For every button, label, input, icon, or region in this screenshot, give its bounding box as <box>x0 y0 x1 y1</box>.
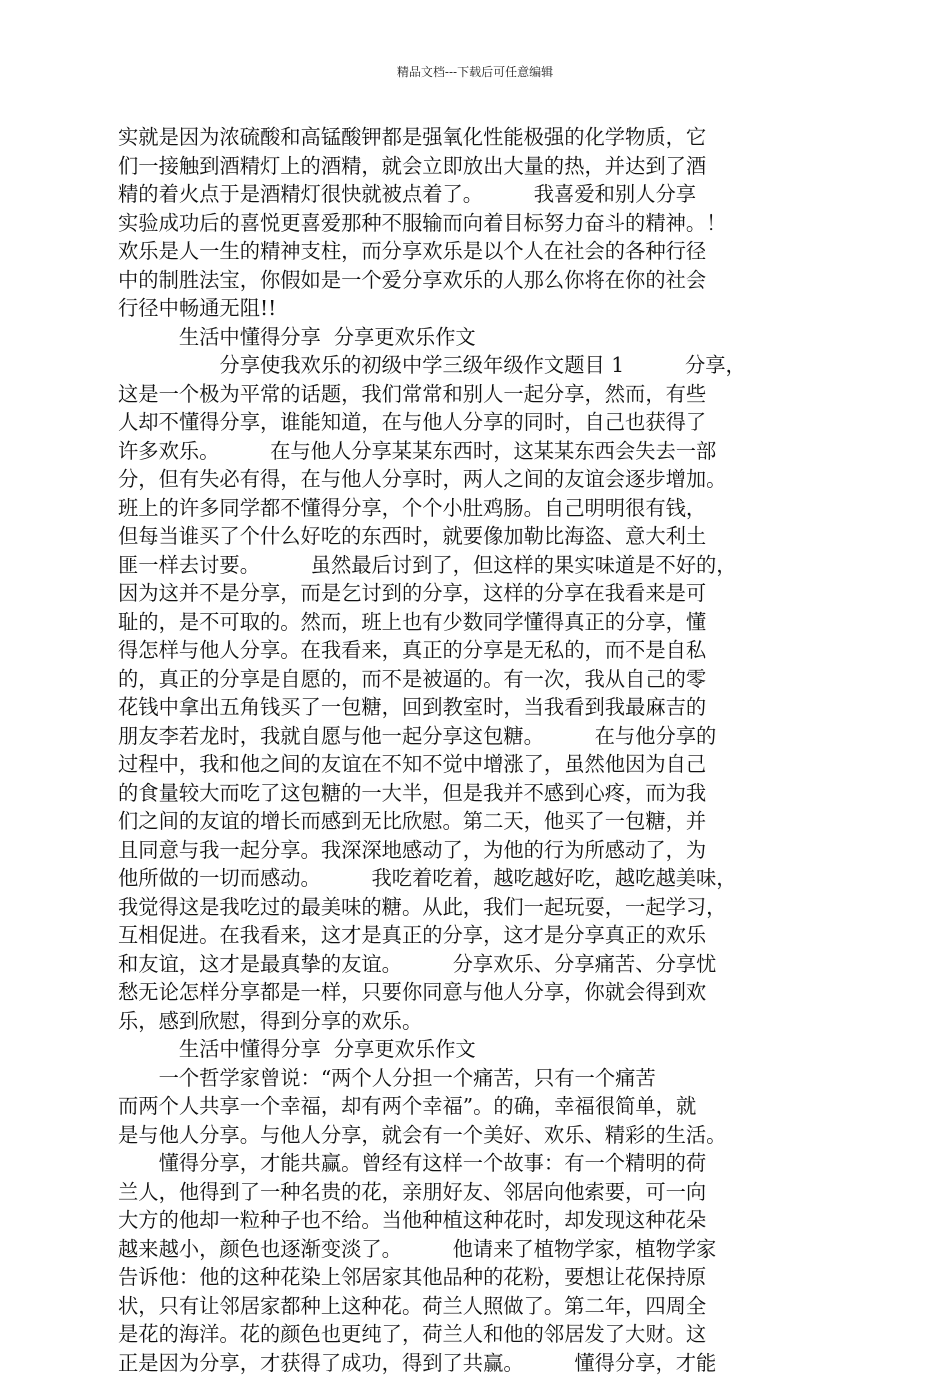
text-line: 的，真正的分享是自愿的，而不是被逼的。有一次，我从自己的零 <box>118 665 830 694</box>
text-line: 中的制胜法宝，你假如是一个爱分享欢乐的人那么你将在你的社会 <box>118 266 830 295</box>
text-line: 过程中，我和他之间的友谊在不知不觉中增涨了，虽然他因为自己 <box>118 750 830 779</box>
text-line: 得怎样与他人分享。在我看来，真正的分享是无私的，而不是自私 <box>118 636 830 665</box>
text-line: 愁无论怎样分享都是一样，只要你同意与他人分享，你就会得到欢 <box>118 978 830 1007</box>
text-line: 行径中畅通无阻!! <box>118 294 830 323</box>
document-body <box>118 123 830 1377</box>
text-line: 正是因为分享，才获得了成功，得到了共赢。 懂得分享，才能 <box>118 1349 830 1377</box>
text-line: 兰人，他得到了一种名贵的花，亲朋好友、邻居向他索要，可一向 <box>118 1178 830 1207</box>
text-line: 欢乐是人一生的精神支柱，而分享欢乐是以个人在社会的各种行径 <box>118 237 830 266</box>
text-line: 生活中懂得分享 分享更欢乐作文 <box>118 323 830 352</box>
text-line: 花钱中拿出五角钱买了一包糖，回到教室时，当我看到我最麻吉的 <box>118 693 830 722</box>
text-line: 是花的海洋。花的颜色也更纯了，荷兰人和他的邻居发了大财。这 <box>118 1320 830 1349</box>
text-line: 生活中懂得分享 分享更欢乐作文 <box>118 1035 830 1064</box>
text-line: 朋友李若龙时，我就自愿与他一起分享这包糖。 在与他分享的 <box>118 722 830 751</box>
text-line: 耻的，是不可取的。然而，班上也有少数同学懂得真正的分享，懂 <box>118 608 830 637</box>
text-line: 许多欢乐。 在与他人分享某某东西时，这某某东西会失去一部 <box>118 437 830 466</box>
text-line: 状，只有让邻居家都种上这种花。荷兰人照做了。第二年，四周全 <box>118 1292 830 1321</box>
text-line: 告诉他：他的这种花染上邻居家其他品种的花粉，要想让花保持原 <box>118 1263 830 1292</box>
text-line: 实就是因为浓硫酸和高锰酸钾都是强氧化性能极强的化学物质，它 <box>118 123 830 152</box>
text-line: 班上的许多同学都不懂得分享，个个小肚鸡肠。自己明明很有钱， <box>118 494 830 523</box>
text-line: 互相促进。在我看来，这才是真正的分享，这才是分享真正的欢乐 <box>118 921 830 950</box>
text-line: 我觉得这是我吃过的最美味的糖。从此，我们一起玩耍，一起学习， <box>118 893 830 922</box>
text-line: 们之间的友谊的增长而感到无比欣慰。第二天，他买了一包糖，并 <box>118 807 830 836</box>
text-line: 一个哲学家曾说：“两个人分担一个痛苦，只有一个痛苦 <box>118 1064 830 1093</box>
text-line: 而两个人共享一个幸福，却有两个幸福”。的确，幸福很简单，就 <box>118 1092 830 1121</box>
text-line: 是与他人分享。与他人分享，就会有一个美好、欢乐、精彩的生活。 <box>118 1121 830 1150</box>
text-line: 实验成功后的喜悦更喜爱那种不服输而向着目标努力奋斗的精神。！ <box>118 209 830 238</box>
text-line: 懂得分享，才能共赢。曾经有这样一个故事：有一个精明的荷 <box>118 1149 830 1178</box>
text-line: 精的着火点于是酒精灯很快就被点着了。 我喜爱和别人分享 <box>118 180 830 209</box>
text-line: 因为这并不是分享，而是乞讨到的分享，这样的分享在我看来是可 <box>118 579 830 608</box>
text-line: 匪一样去讨要。 虽然最后讨到了，但这样的果实味道是不好的， <box>118 551 830 580</box>
text-line: 越来越小，颜色也逐渐变淡了。 他请来了植物学家，植物学家 <box>118 1235 830 1264</box>
text-line: 这是一个极为平常的话题，我们常常和别人一起分享，然而，有些 <box>118 380 830 409</box>
page-header: 精品文档---下载后可任意编辑 <box>0 64 950 80</box>
text-line: 他所做的一切而感动。 我吃着吃着，越吃越好吃，越吃越美味， <box>118 864 830 893</box>
text-line: 分，但有失必有得，在与他人分享时，两人之间的友谊会逐步增加。 <box>118 465 830 494</box>
text-line: 人却不懂得分享，谁能知道，在与他人分享的同时，自己也获得了 <box>118 408 830 437</box>
text-line: 且同意与我一起分享。我深深地感动了，为他的行为所感动了，为 <box>118 836 830 865</box>
text-line: 和友谊，这才是最真挚的友谊。 分享欢乐、分享痛苦、分享忧 <box>118 950 830 979</box>
text-line: 的食量较大而吃了这包糖的一大半，但是我并不感到心疼，而为我 <box>118 779 830 808</box>
text-line: 们一接触到酒精灯上的酒精，就会立即放出大量的热，并达到了酒 <box>118 152 830 181</box>
text-line: 分享使我欢乐的初级中学三级年级作文题目 1 分享， <box>118 351 830 380</box>
text-line: 乐，感到欣慰，得到分享的欢乐。 <box>118 1007 830 1036</box>
text-line: 但每当谁买了个什么好吃的东西时，就要像加勒比海盗、意大利土 <box>118 522 830 551</box>
text-line: 大方的他却一粒种子也不给。当他种植这种花时，却发现这种花朵 <box>118 1206 830 1235</box>
